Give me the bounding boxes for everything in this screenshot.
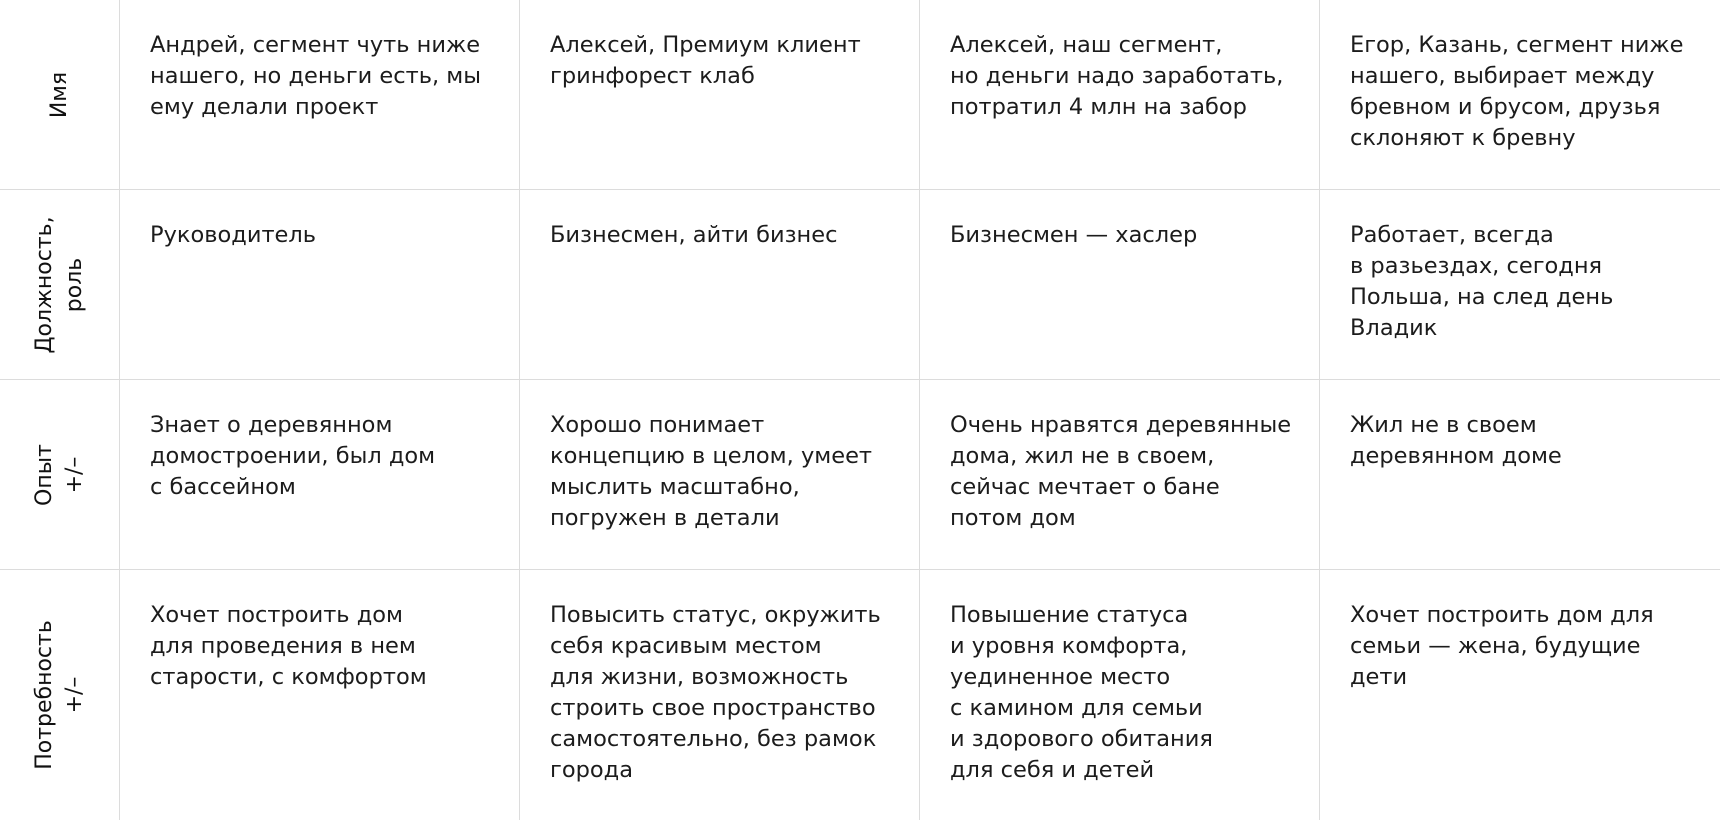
table-row-need (0, 570, 1720, 820)
table-cell: Бизнесмен, айти бизнес (520, 190, 920, 379)
row-header-label: Имя (46, 71, 72, 118)
table-cell: Бизнесмен — хаслер (920, 190, 1320, 379)
table-row-experience (0, 380, 1720, 570)
table-cell: Егор, Казань, сегмент ниже нашего, выбирает между бревном и брусом, друзья склоняют к бревну (1350, 32, 1684, 151)
table-cell: Алексей, наш сегмент, но деньги надо заработать, потратил 4 млн на забор (920, 0, 1320, 189)
table-cell: Жил не в своем деревянном доме (1350, 412, 1562, 469)
table-cell: Хорошо понимает концепцию в целом, умеет мыслить масштабно, погружен в детали (520, 380, 920, 569)
table-cell: Работает, всегда в разьездах, сегодня Польша, на след день Владик (1350, 222, 1614, 341)
row-header-experience (0, 380, 120, 569)
table-cell: Хочет построить дом для проведения в нем старости, с комфортом (120, 570, 520, 820)
row-header-role (0, 190, 120, 379)
table-cell: Очень нравятся деревянные дома, жил не в своем, сейчас мечтает о бане потом дом (920, 380, 1320, 569)
table-cell: Андрей, сегмент чуть ниже нашего, но деньги есть, мы ему делали проект (120, 0, 520, 189)
table-row-name (0, 0, 1720, 190)
row-header-label: Потребность +/– (31, 620, 87, 770)
table-cell: Знает о деревянном домостроении, был дом с бассейном (120, 380, 520, 569)
table-cell: Алексей, Премиум клиент гринфорест клаб (520, 0, 920, 189)
table-cell: Руководитель (120, 190, 520, 379)
table-cell: Хочет построить дом для семьи — жена, будущие дети (1350, 602, 1654, 690)
row-header-need (0, 570, 120, 820)
table-cell: Повысить статус, окружить себя красивым местом для жизни, возможность строить свое пространство самостоятельно, без рамок города (520, 570, 920, 820)
table-cell: Повышение статуса и уровня комфорта, уединенное место с камином для семьи и здорового обитания для себя и детей (920, 570, 1320, 820)
row-header-label: Опыт +/– (31, 443, 87, 506)
row-header-name (0, 0, 120, 189)
row-header-label: Должность, роль (31, 215, 87, 354)
table-row-role (0, 190, 1720, 380)
